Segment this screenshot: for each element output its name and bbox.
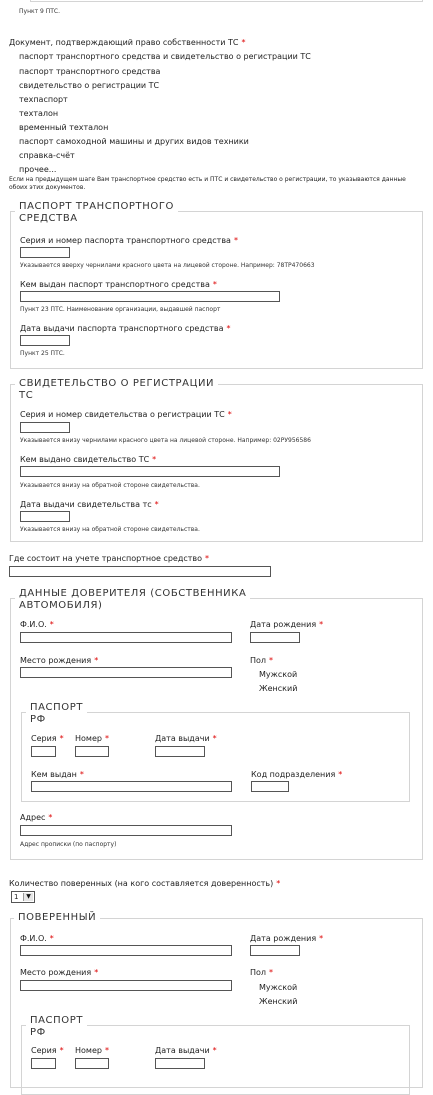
- principal-sex-male-option[interactable]: Мужской: [259, 670, 298, 679]
- attorneys-count-label: Количество поверенных (на кого составляется доверенность) *: [9, 879, 281, 888]
- principal-birthdate-input[interactable]: [250, 632, 300, 643]
- attorney-passport-date-label: Дата выдачи *: [155, 1046, 217, 1055]
- ownership-option[interactable]: справка-счёт: [19, 151, 75, 160]
- attorney-fio-label: Ф.И.О. *: [20, 934, 54, 943]
- principal-passport-dept-code-label: Код подразделения *: [251, 770, 343, 779]
- pts-issued-by-label: Кем выдан паспорт транспортного средства *: [20, 280, 217, 289]
- pts-date-hint: Пункт 25 ПТС.: [20, 350, 65, 357]
- principal-address-hint: Адрес прописки (по паспорту): [20, 841, 117, 848]
- attorney-fio-input[interactable]: [20, 945, 232, 956]
- principal-passport-issued-by-label: Кем выдан *: [31, 770, 84, 779]
- attorney-sex-female-option[interactable]: Женский: [259, 997, 298, 1006]
- pts-fieldset: [10, 211, 423, 369]
- ownership-option[interactable]: паспорт транспортного средства: [19, 67, 161, 76]
- principal-birthplace-label: Место рождения *: [20, 656, 99, 665]
- principal-passport-dept-code-input[interactable]: [251, 781, 289, 792]
- srts-date-input[interactable]: [20, 511, 70, 522]
- principal-fio-label: Ф.И.О. *: [20, 620, 54, 629]
- ownership-option[interactable]: свидетельство о регистрации ТС: [19, 81, 160, 90]
- attorney-sex-male-option[interactable]: Мужской: [259, 983, 298, 992]
- chevron-down-icon: ▼: [23, 893, 33, 901]
- registered-at-input[interactable]: [9, 566, 271, 577]
- attorney-birthdate-label: Дата рождения *: [250, 934, 324, 943]
- pts-legend: ПАСПОРТ ТРАНСПОРТНОГО СРЕДСТВА: [15, 201, 178, 225]
- ownership-note: Если на предыдущем шаге Вам транспортное средство есть и ПТС и свидетельство о регистрации, то указываются данные обоих этих документов.: [9, 176, 406, 191]
- attorney-passport-legend: ПАСПОРТ РФ: [26, 1015, 87, 1039]
- principal-passport-series-input[interactable]: [31, 746, 56, 757]
- attorney-sex-label: Пол *: [250, 968, 274, 977]
- srts-series-label: Серия и номер свидетельства о регистрации ТС *: [20, 410, 232, 419]
- ownership-option[interactable]: временный техталон: [19, 123, 109, 132]
- attorneys-count-value: 1: [14, 893, 19, 901]
- principal-passport-legend: ПАСПОРТ РФ: [26, 702, 87, 726]
- principal-address-label: Адрес *: [20, 813, 53, 822]
- srts-date-label: Дата выдачи свидетельства тс *: [20, 500, 159, 509]
- attorneys-count-select[interactable]: [11, 891, 35, 903]
- pts-series-input[interactable]: [20, 247, 70, 258]
- principal-passport-series-label: Серия *: [31, 734, 64, 743]
- previous-fieldset-border: [30, 0, 423, 2]
- attorney-passport-series-label: Серия *: [31, 1046, 64, 1055]
- pts-point9-hint: Пункт 9 ПТС.: [19, 8, 61, 15]
- pts-series-label: Серия и номер паспорта транспортного средства *: [20, 236, 238, 245]
- srts-legend: СВИДЕТЕЛЬСТВО О РЕГИСТРАЦИИ ТС: [15, 378, 218, 402]
- ownership-label: Документ, подтверждающий право собственности ТС *: [9, 38, 246, 47]
- principal-fio-input[interactable]: [20, 632, 232, 643]
- srts-issued-by-hint: Указывается внизу на обратной стороне свидетельства.: [20, 482, 200, 489]
- srts-series-hint: Указывается внизу чернилами красного цвета на лицевой стороне. Например: 02РУ956586: [20, 437, 311, 444]
- attorney-passport-number-label: Номер *: [75, 1046, 109, 1055]
- principal-birthdate-label: Дата рождения *: [250, 620, 324, 629]
- attorney-birthplace-input[interactable]: [20, 980, 232, 991]
- srts-issued-by-input[interactable]: [20, 466, 280, 477]
- pts-issued-by-input[interactable]: [20, 291, 280, 302]
- principal-birthplace-input[interactable]: [20, 667, 232, 678]
- attorney-birthplace-label: Место рождения *: [20, 968, 99, 977]
- attorney-passport-date-input[interactable]: [155, 1058, 205, 1069]
- attorney-passport-series-input[interactable]: [31, 1058, 56, 1069]
- principal-passport-number-input[interactable]: [75, 746, 109, 757]
- principal-passport-date-input[interactable]: [155, 746, 205, 757]
- ownership-option[interactable]: техпаспорт: [19, 95, 68, 104]
- principal-passport-date-label: Дата выдачи *: [155, 734, 217, 743]
- principal-sex-label: Пол *: [250, 656, 274, 665]
- ownership-option[interactable]: паспорт самоходной машины и других видов техники: [19, 137, 249, 146]
- ownership-option[interactable]: паспорт транспортного средства и свидетельство о регистрации ТС: [19, 52, 311, 61]
- principal-passport-number-label: Номер *: [75, 734, 109, 743]
- pts-date-label: Дата выдачи паспорта транспортного средства *: [20, 324, 231, 333]
- registered-at-label: Где состоит на учете транспортное средство *: [9, 554, 210, 563]
- pts-issued-by-hint: Пункт 23 ПТС. Наименование организации, выдавшей паспорт: [20, 306, 221, 313]
- attorney-birthdate-input[interactable]: [250, 945, 300, 956]
- principal-address-input[interactable]: [20, 825, 232, 836]
- srts-series-input[interactable]: [20, 422, 70, 433]
- pts-series-hint: Указывается вверху чернилами красного цвета на лицевой стороне. Например: 78ТР470663: [20, 262, 315, 269]
- principal-legend: ДАННЫЕ ДОВЕРИТЕЛЯ (СОБСТВЕННИКА АВТОМОБИЛЯ): [15, 588, 250, 612]
- ownership-option[interactable]: техталон: [19, 109, 59, 118]
- srts-issued-by-label: Кем выдано свидетельство ТС *: [20, 455, 157, 464]
- srts-date-hint: Указывается внизу на обратной стороне свидетельства.: [20, 526, 200, 533]
- principal-passport-issued-by-input[interactable]: [31, 781, 232, 792]
- ownership-option[interactable]: прочее...: [19, 165, 57, 174]
- principal-sex-female-option[interactable]: Женский: [259, 684, 298, 693]
- pts-date-input[interactable]: [20, 335, 70, 346]
- attorney-passport-number-input[interactable]: [75, 1058, 109, 1069]
- attorney-legend: ПОВЕРЕННЫЙ: [14, 912, 100, 924]
